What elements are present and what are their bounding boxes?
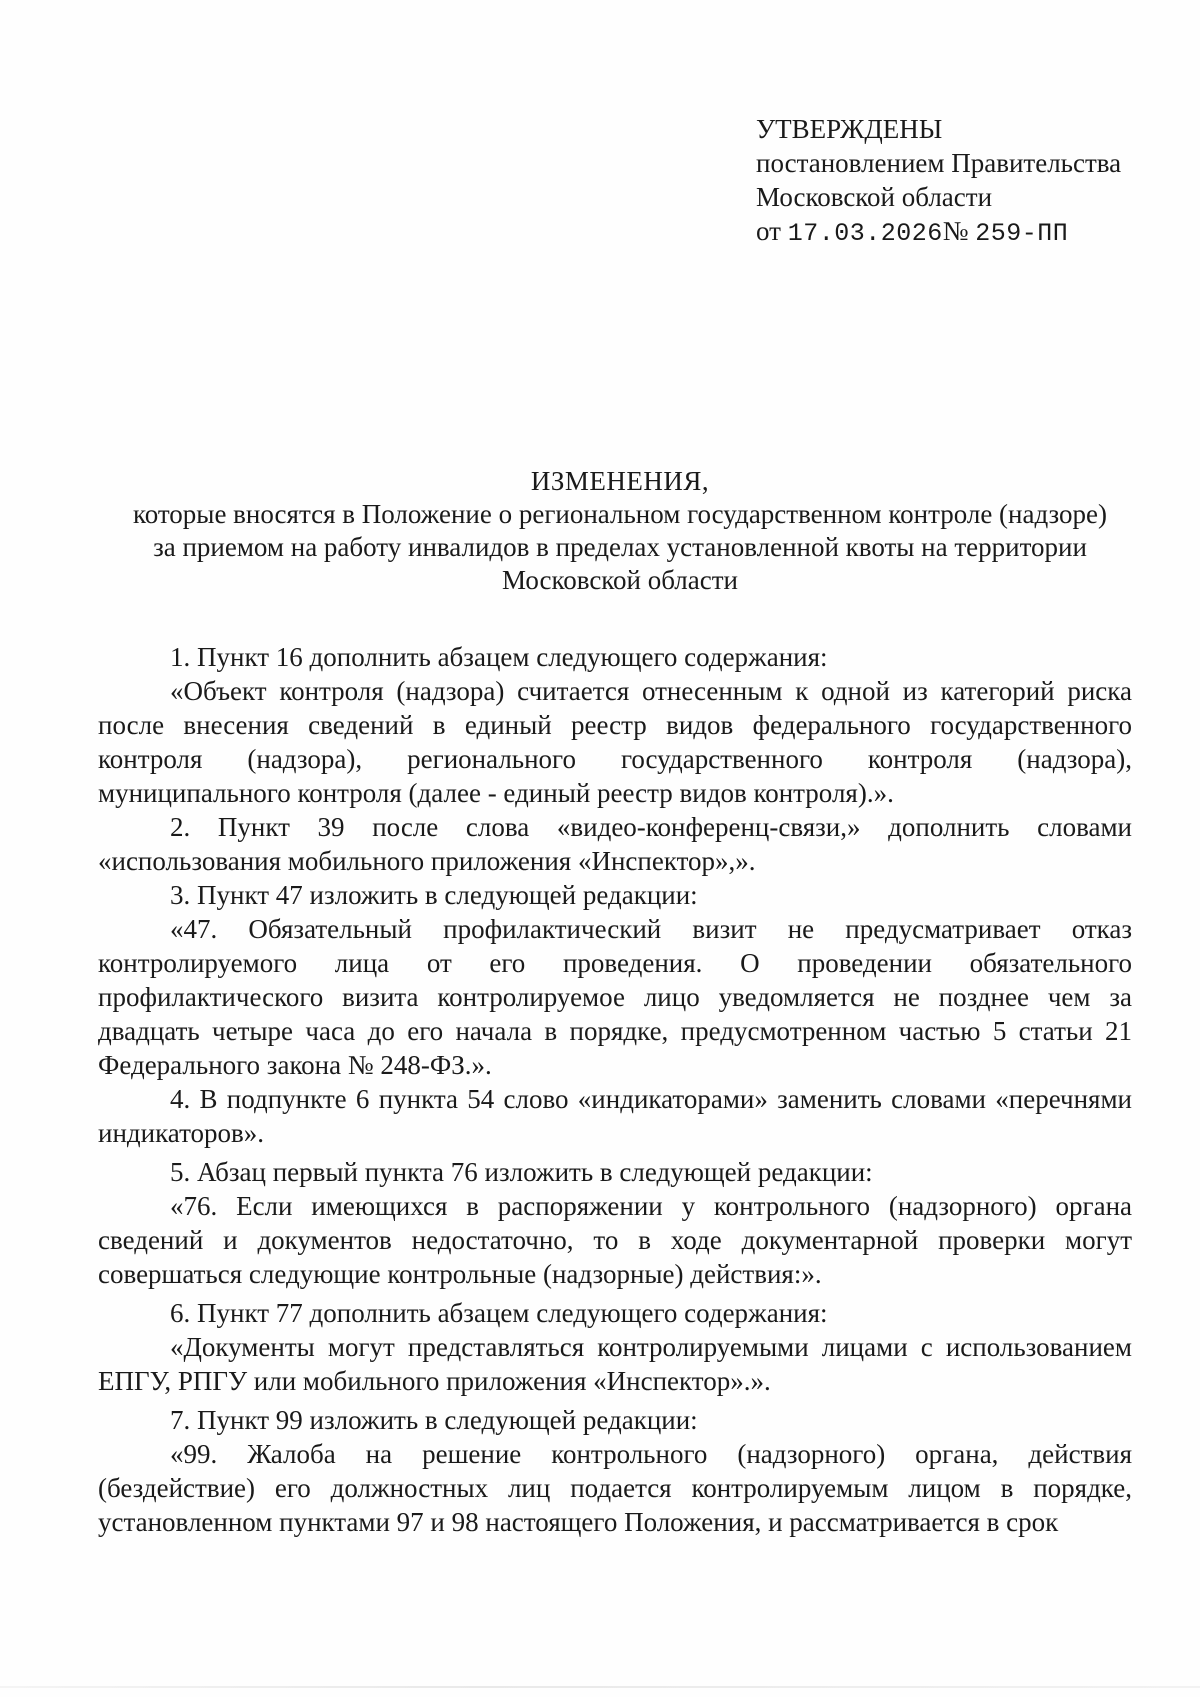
document-subtitle-line-1: которые вносятся в Положение о региональном государственном контроле (надзоре): [132, 499, 1108, 529]
document-body: [98, 640, 1132, 1539]
approval-block: [756, 112, 1121, 251]
paragraph-item-1: 1. Пункт 16 дополнить абзацем следующего содержания:: [170, 642, 828, 672]
date-prefix: от: [756, 216, 781, 246]
paragraph-quote-3: «47. Обязательный профилактический визит не предусматривает отказ контролируемого лица от его проведения. О проведении обязательного профилактического визита контролируемое лицо уведомляется не позднее чем за двадцать четыре часа до его начала в порядке, предусмотренном частью 5 статьи 21 Федерального закона № 248-ФЗ.».: [98, 914, 1132, 1080]
paragraph-item-7: 7. Пункт 99 изложить в следующей редакции:: [170, 1405, 698, 1435]
document-subtitle-line-3: Московской области: [501, 565, 738, 595]
paragraph-quote-1: «Объект контроля (надзора) считается отнесенным к одной из категорий риска после внесения сведений в единый реестр видов федерального государственного контроля (надзора), регионального государственного контроля (надзора), муниципального контроля (далее - единый реестр видов контроля).».: [98, 676, 1132, 808]
paragraph-item-5: 5. Абзац первый пункта 76 изложить в следующей редакции:: [170, 1157, 873, 1187]
paragraph-quote-7: «99. Жалоба на решение контрольного (надзорного) органа, действия (бездействие) его должностных лиц подается контролируемым лицом в порядке, установленном пунктами 97 и 98 настоящего Положения, и рассматривается в срок: [98, 1439, 1132, 1537]
number-sign: №: [942, 216, 969, 246]
paragraph-quote-5: «76. Если имеющихся в распоряжении у контрольного (надзорного) органа сведений и документов недостаточно, то в ходе документарной проверки могут совершаться следующие контрольные (надзорные) действия:».: [98, 1191, 1132, 1289]
paragraph-item-2: 2. Пункт 39 после слова «видео-конференц-связи,» дополнить словами «использования мобильного приложения «Инспектор»,».: [98, 812, 1132, 876]
document-title: ИЗМЕНЕНИЯ,: [530, 466, 710, 496]
approval-date: 17.03.2026: [787, 219, 943, 248]
approval-number: 259-ПП: [975, 219, 1069, 248]
approval-label: УТВЕРЖДЕНЫ: [756, 114, 943, 144]
paragraph-quote-6: «Документы могут представляться контролируемыми лицами с использованием ЕПГУ, РПГУ или мобильного приложения «Инспектор».».: [98, 1332, 1132, 1396]
document-heading: [100, 465, 1140, 597]
paragraph-item-3: 3. Пункт 47 изложить в следующей редакции:: [170, 880, 698, 910]
scan-edge-divider: [0, 1686, 1200, 1688]
document-subtitle-line-2: за приемом на работу инвалидов в пределах установленной квоты на территории: [153, 532, 1087, 562]
paragraph-item-6: 6. Пункт 77 дополнить абзацем следующего содержания:: [170, 1298, 828, 1328]
approval-line-1: постановлением Правительства: [756, 148, 1122, 178]
approval-line-2: Московской области: [756, 182, 993, 212]
approval-date-line: [756, 214, 1121, 251]
paragraph-item-4: 4. В подпункте 6 пункта 54 слово «индикаторами» заменить словами «перечнями индикаторов».: [98, 1084, 1132, 1148]
